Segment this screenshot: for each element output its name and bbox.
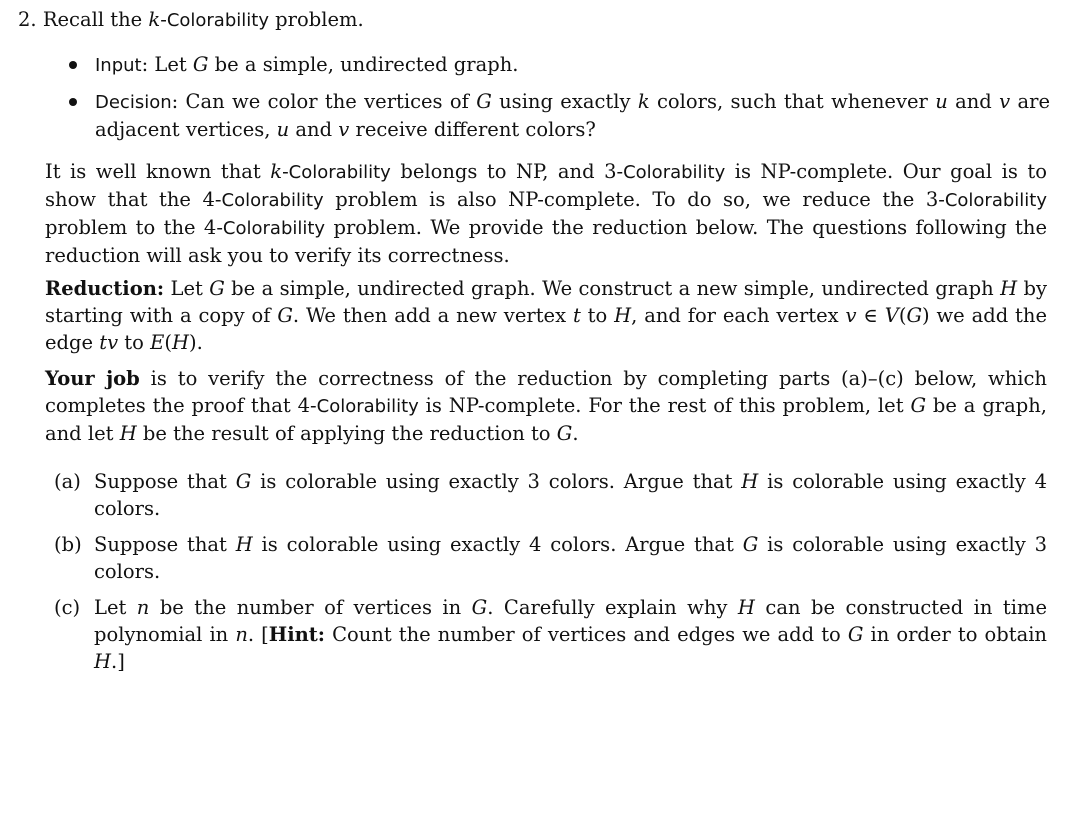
text: are adjacent vertices, xyxy=(95,90,1050,141)
math-k: k xyxy=(148,8,161,31)
text: and xyxy=(947,90,1000,113)
math-u: u xyxy=(935,90,948,113)
colorability-term: Colorability xyxy=(623,162,726,183)
text: .] xyxy=(111,650,125,673)
bullet-list xyxy=(60,51,1050,143)
text: Let xyxy=(164,277,210,300)
math-G: G xyxy=(235,470,252,493)
parts-list xyxy=(50,468,1047,675)
paragraph-reduction xyxy=(45,275,1047,356)
bullet-input xyxy=(60,51,1050,79)
bullet-decision xyxy=(60,88,1050,143)
your-job-label: Your job xyxy=(45,367,140,390)
math-H: H xyxy=(171,331,189,354)
colorability-term: Colorability xyxy=(316,396,419,417)
text: : Let xyxy=(141,53,193,76)
text: in order to obtain xyxy=(863,623,1047,646)
text: Suppose that xyxy=(94,470,236,493)
text: to xyxy=(580,304,615,327)
hint-label: Hint: xyxy=(268,623,325,646)
math-t: t xyxy=(572,304,581,327)
text: It is well known that xyxy=(45,160,271,183)
colorability-term: Colorability xyxy=(222,218,326,239)
text: . xyxy=(572,422,579,445)
text: is NP-complete. For the rest of this problem, let xyxy=(418,394,911,417)
math-k: k xyxy=(637,90,650,113)
text: . We then add a new vertex xyxy=(292,304,573,327)
text: we add the edge xyxy=(45,304,1047,354)
text: Count the number of vertices and edges we add to xyxy=(325,623,848,646)
input-label: Input xyxy=(95,55,142,76)
text: , and for each vertex xyxy=(631,304,846,327)
paragraph-your-job xyxy=(45,365,1047,447)
math-v: v xyxy=(338,118,350,141)
math-G: G xyxy=(209,277,225,300)
header-text: Recall the xyxy=(42,8,149,31)
math-H: H xyxy=(741,470,759,493)
part-label: (b) xyxy=(54,533,82,556)
reduction-label: Reduction: xyxy=(45,277,165,300)
text: : Can we color the vertices of xyxy=(171,90,477,113)
math-H: H xyxy=(235,533,253,556)
math-v: v xyxy=(999,90,1011,113)
math-G: G xyxy=(910,394,927,417)
part-c xyxy=(50,594,1047,675)
part-label: (c) xyxy=(54,596,81,619)
header-dash: - xyxy=(160,8,167,31)
bullet-dot xyxy=(69,98,77,106)
text: is colorable using exactly 4 colors. xyxy=(94,470,1047,520)
math-G: G xyxy=(277,304,293,327)
text: is NP-complete. Our goal is to show that the 4- xyxy=(45,160,1048,211)
math-H: H xyxy=(614,304,632,327)
text: - xyxy=(282,160,289,183)
math-G: G xyxy=(192,53,209,76)
math-u: u xyxy=(276,118,290,141)
header-text: problem. xyxy=(268,8,364,31)
text: be the result of applying the reduction to xyxy=(136,422,557,445)
math-G: G xyxy=(906,304,923,327)
text: is colorable using exactly 3 colors. xyxy=(94,533,1047,583)
text: ( xyxy=(898,304,907,327)
math-H: H xyxy=(1000,277,1018,300)
text: ). xyxy=(188,331,203,354)
text: is colorable using exactly 4 colors. Argue that xyxy=(252,533,743,556)
part-b xyxy=(50,531,1047,585)
decision-label: Decision xyxy=(95,92,172,113)
math-G: G xyxy=(476,90,492,113)
math-G: G xyxy=(742,533,759,556)
math-G: G xyxy=(471,596,488,619)
text: be the number of vertices in xyxy=(149,596,472,619)
math-k: k xyxy=(270,160,283,183)
text: and xyxy=(289,118,339,141)
math-n: n xyxy=(235,623,248,646)
problem-header xyxy=(18,6,1068,34)
math-n: n xyxy=(136,596,150,619)
text: Suppose that xyxy=(94,533,236,556)
text: be a simple, undirected graph. We construct a new simple, undirected graph xyxy=(224,277,1001,300)
colorability-term: Colorability xyxy=(221,190,324,211)
bullet-dot xyxy=(69,61,77,69)
text: . Carefully explain why xyxy=(487,596,738,619)
text: by starting with a copy of xyxy=(45,277,1047,327)
text: ( xyxy=(164,331,172,354)
math-H: H xyxy=(737,596,755,619)
math-v: v xyxy=(845,304,857,327)
part-a xyxy=(50,468,1047,522)
text: is colorable using exactly 3 colors. Argue that xyxy=(251,470,742,493)
text: to xyxy=(118,331,151,354)
paragraph-intro xyxy=(45,158,1047,269)
text: colors, such that whenever xyxy=(649,90,936,113)
text: problem. We provide the reduction below. The questions following the reduction will ask you to verify its correctness. xyxy=(45,216,1047,267)
math-G: G xyxy=(556,422,573,445)
text: can be constructed in time polynomial in xyxy=(94,596,1047,646)
text: . [ xyxy=(247,623,269,646)
text: be a graph, and let xyxy=(45,394,1047,445)
math-V: V xyxy=(884,304,899,327)
colorability-term: Colorability xyxy=(166,10,269,31)
text: is to verify the correctness of the reduction by completing parts (a)–(c) below, which completes the proof that 4- xyxy=(45,367,1047,417)
text: Let xyxy=(94,596,137,619)
math-tv: tv xyxy=(99,331,119,354)
text: using exactly xyxy=(491,90,638,113)
math-H: H xyxy=(94,650,112,673)
math-G: G xyxy=(847,623,864,646)
math-element-of: ∈ xyxy=(856,304,885,327)
colorability-term: Colorability xyxy=(288,162,391,183)
colorability-term: Colorability xyxy=(944,190,1047,211)
text: ) xyxy=(922,304,930,327)
problem-number: 2. xyxy=(18,8,37,31)
part-label: (a) xyxy=(54,470,81,493)
math-E: E xyxy=(150,331,165,354)
text: problem to the 4- xyxy=(45,216,223,239)
text: be a simple, undirected graph. xyxy=(208,53,519,76)
text: problem is also NP-complete. To do so, we reduce the 3- xyxy=(323,188,945,211)
text: receive different colors? xyxy=(349,118,596,141)
math-H: H xyxy=(119,422,137,445)
text: belongs to NP, and 3- xyxy=(390,160,624,183)
